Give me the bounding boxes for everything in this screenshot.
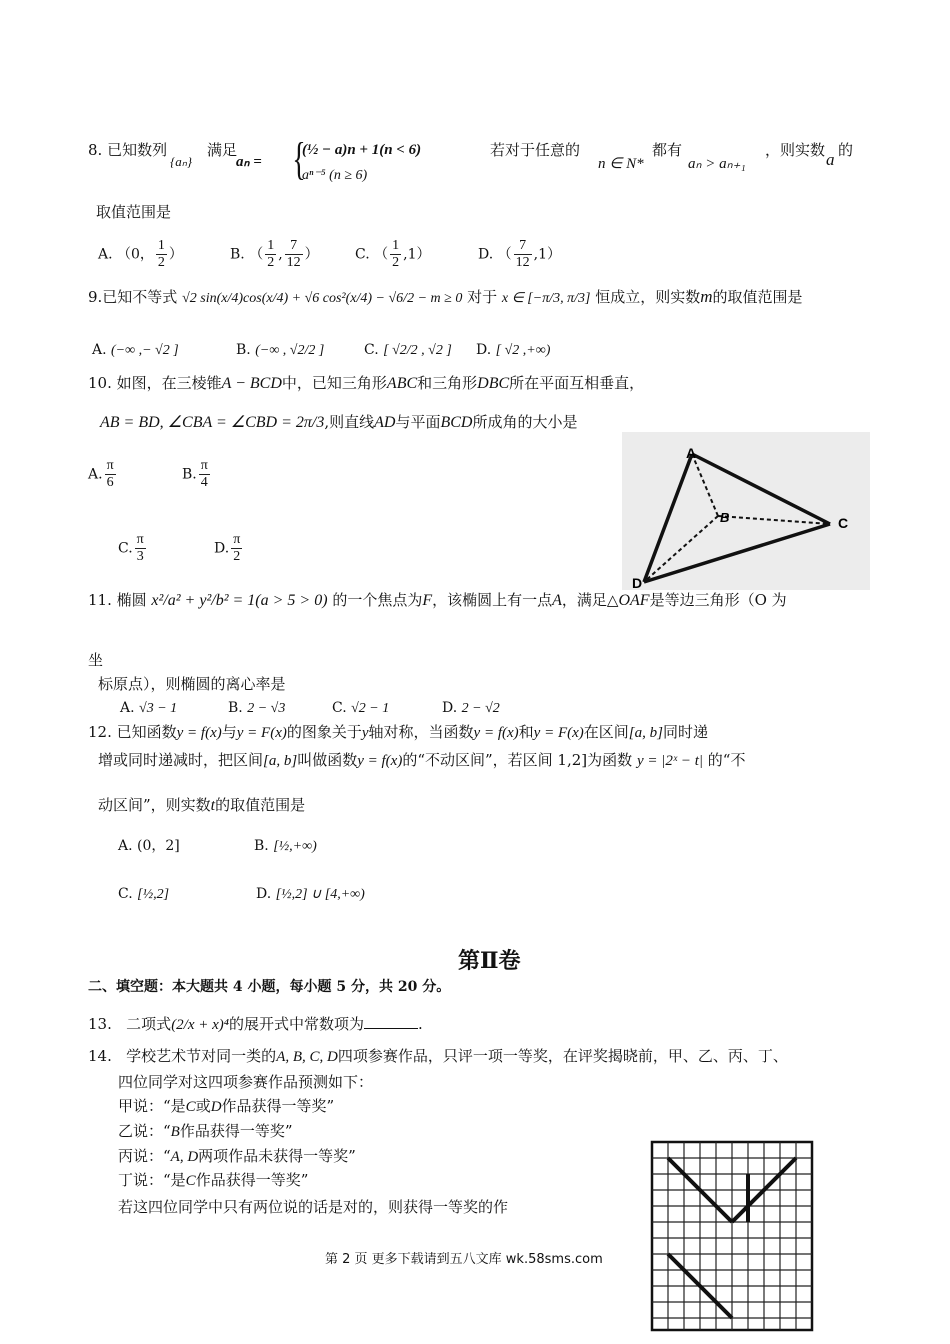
part2-section: 二、填空题：本大题共 4 小题，每小题 5 分，共 20 分。 — [88, 979, 451, 995]
q11-option-a: A. √3 − 1 — [120, 700, 178, 716]
q12-line2: 增或同时递减时，把区间[a, b]叫做函数y = f(x)的“不动区间”，若区间 1,2]为函数 y = |2ˣ − t| 的“不 — [98, 751, 746, 769]
q11-line1: 11. 椭圆 x²/a² + y²/b² = 1(a > 5 > 0) 的一个焦点为F，该椭圆上有一点A，满足△OAF是等边三角形（O 为 — [88, 591, 787, 609]
q11-option-c: C. √2 − 1 — [332, 700, 390, 716]
q12-option-a: A. (0，2] — [118, 838, 180, 854]
q8-line2: 取值范围是 — [96, 203, 172, 221]
q8-text-satisfy: 满足 — [207, 141, 238, 159]
q9-option-d: D. [ √2 ,+∞) — [476, 342, 551, 358]
q8-option-a: A. （0， $\frac{1}{2}$ ） — [98, 238, 183, 270]
part2-title: 第Ⅱ卷 — [458, 948, 521, 974]
q8-line1: 8. 已知数列 — [88, 141, 168, 159]
q10-option-b: B. $\frac{\pi}{4}$ — [182, 458, 208, 490]
q8-case1: (½ − a)n + 1(n < 6) — [302, 142, 422, 158]
q8-text-any: 若对于任意的 — [490, 141, 581, 159]
q10-option-c: C. $\frac{\pi}{3}$ — [118, 532, 144, 564]
q10-line2: AB = BD, ∠CBA = ∠CBD = 2π/3,则直线AD与平面BCD所成角的大小是 — [100, 413, 578, 431]
q11-option-b: B. 2 − √3 — [228, 700, 286, 716]
q8-ineq: aₙ > aₙ₊₁ — [688, 156, 746, 172]
q12-line1: 12. 已知函数y = f(x)与y = F(x)的图象关于y轴对称，当函数y = f(x)和y = F(x)在区间[a, b]同时递 — [88, 723, 708, 741]
q10-line1: 10. 如图，在三棱锥A − BCD中，已知三角形ABC和三角形DBC所在平面互相垂直， — [88, 374, 645, 392]
q12-option-c: C. [½,2] — [118, 886, 170, 902]
grid-figure — [648, 1138, 818, 1334]
q12-option-b: B. [½,+∞) — [254, 838, 317, 854]
q8-sequence: {aₙ} — [170, 154, 193, 169]
q14-statement-ding: 丁说：“是C作品获得一等奖” — [118, 1171, 309, 1189]
q8-cond: n ∈ N* — [598, 156, 644, 172]
page-footer: 第 2 页 更多下载请到五八文库 wk.58sms.com — [325, 1252, 603, 1267]
q8-brace: { — [292, 133, 306, 184]
fig-label-c: C — [838, 515, 849, 531]
q8-an: aₙ = — [236, 154, 262, 170]
q13-expression: (2/x + x)⁴ — [171, 1017, 229, 1033]
q8-option-c: C. （ $\frac{1}{2}$ ,1） — [355, 238, 431, 270]
tetrahedron-figure — [622, 432, 870, 590]
q14-line1: 14. 学校艺术节对同一类的A, B, C, D四项参赛作品，只评一项一等奖，在评奖揭晓前，甲、乙、丙、丁、 — [88, 1047, 788, 1065]
q10-option-a: A. $\frac{\pi}{6}$ — [88, 458, 114, 490]
q14-line7: 若这四位同学中只有两位说的话是对的，则获得一等奖的作 — [118, 1198, 509, 1216]
q11-line3: 标原点），则椭圆的离心率是 — [98, 675, 286, 693]
q9-option-a: A. (−∞ ,− √2 ] — [92, 342, 179, 358]
q10-condition: AB = BD, ∠CBA = ∠CBD = 2π/3 — [100, 414, 325, 431]
q13-answer-blank — [364, 1014, 418, 1029]
q8-text-have: 都有 — [652, 141, 683, 159]
q14-statement-jia: 甲说：“是C或D作品获得一等奖” — [118, 1097, 335, 1115]
q14-line2: 四位同学对这四项参赛作品预测如下： — [118, 1073, 374, 1091]
q12-option-d: D. [½,2] ∪ [4,+∞) — [256, 886, 365, 902]
q13-line: 13. 二项式(2/x + x)⁴的展开式中常数项为 . — [88, 1015, 423, 1033]
q9-expression: √2 sin(x/4)cos(x/4) + √6 cos²(x/4) − √6/2 − m ≥ 0 — [182, 291, 463, 306]
q11-ellipse-eq: x²/a² + y²/b² = 1(a > 5 > 0) — [151, 592, 328, 609]
q9-interval: x ∈ [−π/3, π/3] — [501, 291, 591, 306]
q8-text-real: ，则实数 — [765, 141, 826, 159]
q14-statement-yi: 乙说：“B作品获得一等奖” — [118, 1122, 293, 1140]
fig-label-b: B — [720, 510, 730, 525]
q9-option-c: C. [ √2/2 , √2 ] — [364, 342, 452, 358]
q8-var: a — [826, 150, 835, 169]
q9-line1: 9.已知不等式 √2 sin(x/4)cos(x/4) + √6 cos²(x/4) − √6/2 − m ≥ 0 对于 x ∈ [−π/3, π/3] 恒成立，则实数m的取值范围是 — [88, 287, 803, 306]
q8-option-b: B. （ $\frac{1}{2}$ , $\frac{7}{12}$ ） — [230, 238, 319, 270]
q8-text-of: 的 — [838, 141, 854, 159]
q12-line3: 动区间”，则实数t的取值范围是 — [98, 796, 306, 814]
fig-label-d: D — [632, 575, 643, 590]
q11-line2: 坐 — [88, 651, 104, 669]
q9-option-b: B. (−∞ , √2/2 ] — [236, 342, 325, 358]
q14-statement-bing: 丙说：“A, D两项作品未获得一等奖” — [118, 1147, 356, 1165]
q8-case2: aⁿ⁻⁵ (n ≥ 6) — [302, 168, 368, 183]
fig-label-a: A — [686, 445, 697, 461]
q11-option-d: D. 2 − √2 — [442, 700, 500, 716]
q10-option-d: D. $\frac{\pi}{2}$ — [214, 532, 241, 564]
q8-option-d: D. （ $\frac{7}{12}$ ,1） — [478, 238, 561, 270]
